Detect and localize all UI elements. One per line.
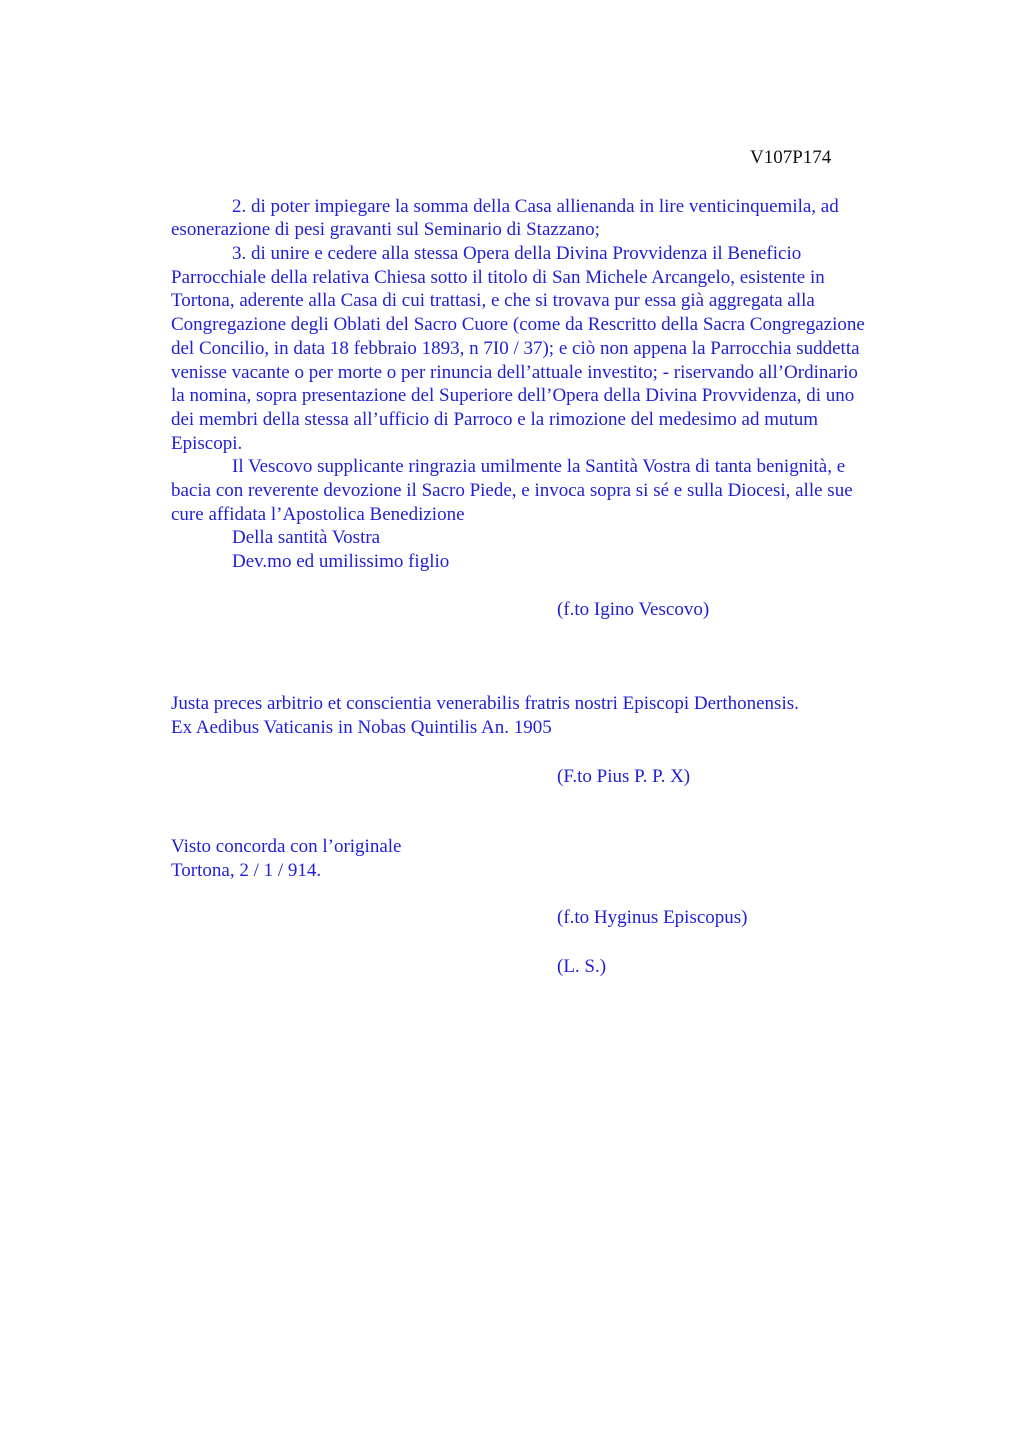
petition-line: la nomina, sopra presentazione del Superiore dell’Opera della Divina Provvidenza, di uno [171, 385, 855, 406]
petition-line: cure affidata l’Apostolica Benedizione [171, 504, 465, 525]
certification-signature: (f.to Hyginus Episcopus) [557, 907, 748, 928]
closing-salutation: Della santità Vostra [232, 527, 381, 548]
petition-line: 3. di unire e cedere alla stessa Opera della Divina Provvidenza il Beneficio [232, 243, 802, 264]
certification-line: Visto concorda con l’originale [171, 836, 402, 857]
petition-line: Congregazione degli Oblati del Sacro Cuore (come da Rescritto della Sacra Congregazione [171, 314, 865, 335]
petition-line: del Concilio, in data 18 febbraio 1893, n 7I0 / 37); e ciò non appena la Parrocchia suddetta [171, 338, 860, 359]
certification-line: Tortona, 2 / 1 / 914. [171, 860, 322, 881]
bishop-signature: (f.to Igino Vescovo) [557, 599, 710, 620]
closing-devotion: Dev.mo ed umilissimo figlio [232, 551, 450, 572]
petition-line: Parrocchiale della relativa Chiesa sotto il titolo di San Michele Arcangelo, esistente in [171, 267, 825, 288]
petition-line: bacia con reverente devozione il Sacro Piede, e invoca sopra si sé e sulla Diocesi, alle sue [171, 480, 853, 501]
petition-line: Tortona, aderente alla Casa di cui trattasi, e che si trovava pur essa già aggregata alla [171, 290, 815, 311]
petition-line: esonerazione di pesi gravanti sul Seminario di Stazzano; [171, 219, 600, 240]
petition-line: venisse vacante o per morte o per rinuncia dell’attuale investito; - riservando all’Ordinario [171, 362, 858, 383]
petition-line: 2. di poter impiegare la somma della Casa allienanda in lire venticinquemila, ad [232, 196, 839, 217]
pope-signature: (F.to Pius P. P. X) [557, 766, 691, 787]
seal-mark: (L. S.) [557, 956, 607, 977]
petition-line: dei membri della stessa all’ufficio di Parroco e la rimozione del medesimo ad mutum [171, 409, 819, 430]
petition-line: Episcopi. [171, 433, 243, 454]
rescript-line: Justa preces arbitrio et conscientia venerabilis fratris nostri Episcopi Derthonensis. [171, 693, 799, 714]
document-reference: V107P174 [750, 147, 832, 168]
rescript-line: Ex Aedibus Vaticanis in Nobas Quintilis An. 1905 [171, 717, 552, 738]
petition-line: Il Vescovo supplicante ringrazia umilmente la Santità Vostra di tanta benignità, e [232, 456, 846, 477]
